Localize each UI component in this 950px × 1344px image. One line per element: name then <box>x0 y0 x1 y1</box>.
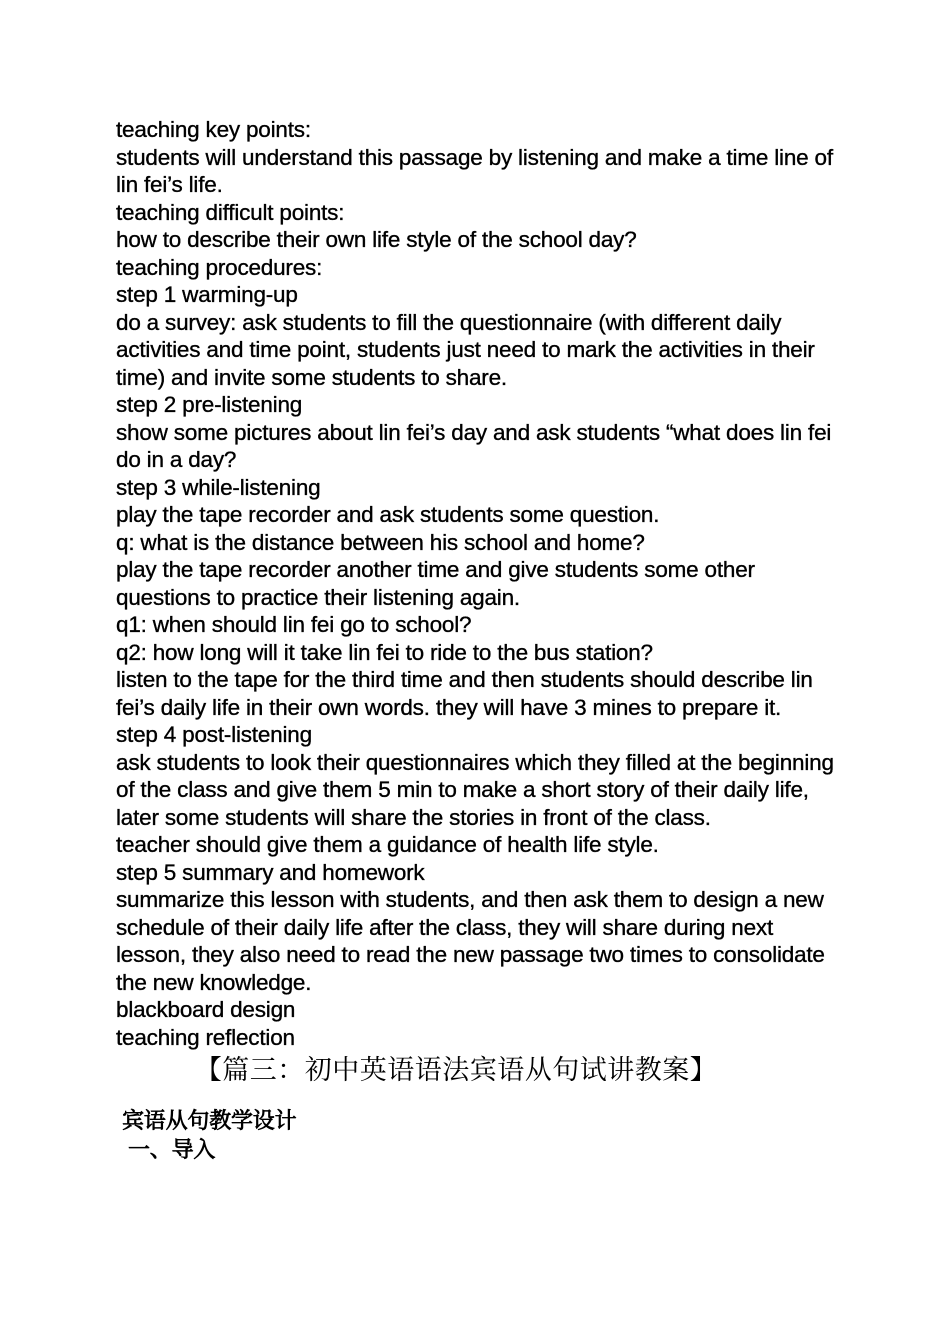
paragraph-procedures-label: teaching procedures: <box>116 254 323 280</box>
chinese-heading-design: 宾语从句教学设计 <box>122 1109 297 1134</box>
section-title: 【篇三：初中英语语法宾语从句试讲教案】 <box>194 1055 718 1086</box>
paragraph-step-3-q1: q1: when should lin fei go to school? <box>116 612 472 637</box>
paragraph-step-1-heading: step 1 warming-up <box>116 282 298 307</box>
paragraph-key-points-label: teaching key points: <box>116 117 311 142</box>
paragraph-difficult-points-label: teaching difficult points: <box>116 199 345 225</box>
paragraph-blackboard-design: blackboard design <box>116 997 296 1022</box>
paragraph-step-2-heading: step 2 pre-listening <box>116 392 303 417</box>
paragraph-step-3-body-2: play the tape recorder another time and give students some other questions to practice their listening again. <box>116 557 755 610</box>
paragraph-difficult-points: how to describe their own life style of the school day? <box>116 227 637 252</box>
paragraph-step-3-question: q: what is the distance between his school and home? <box>116 529 645 555</box>
paragraph-step-5-heading: step 5 summary and homework <box>116 859 425 885</box>
document-page <box>116 116 836 1165</box>
paragraph-step-3-body-1: play the tape recorder and ask students some question. <box>116 502 660 527</box>
paragraph-step-1-body: do a survey: ask students to fill the questionnaire (with different daily activities and time point, students just need to mark the activities in their time) and invite some students to share. <box>116 309 815 390</box>
paragraph-step-3-q2: q2: how long will it take lin fei to ride to the bus station? <box>116 639 653 665</box>
paragraph-step-3-heading: step 3 while-listening <box>116 474 321 500</box>
paragraph-teaching-reflection: teaching reflection <box>116 1024 295 1050</box>
paragraph-step-3-body-3: listen to the tape for the third time and then students should describe lin fei’s daily life in their own words. they will have 3 mines to prepare it. <box>116 667 813 720</box>
paragraph-step-2-body: show some pictures about lin fei’s day and ask students “what does lin fei do in a day? <box>116 419 832 472</box>
paragraph-step-4-body: ask students to look their questionnaires which they filled at the beginning of the class and give them 5 min to make a short story of their daily life, later some students will share the stories in front of the class. <box>116 749 834 830</box>
paragraph-step-4-heading: step 4 post-listening <box>116 722 312 747</box>
paragraph-step-5-body: summarize this lesson with students, and then ask them to design a new schedule of their daily life after the class, they will share during next lesson, they also need to read the new passage two times to consolidate the new knowledge. <box>116 887 825 995</box>
paragraph-key-points: students will understand this passage by listening and make a time line of lin fei’s life. <box>116 144 833 197</box>
paragraph-step-4-guidance: teacher should give them a guidance of health life style. <box>116 832 659 857</box>
chinese-heading-intro: 一、导入 <box>128 1138 216 1163</box>
